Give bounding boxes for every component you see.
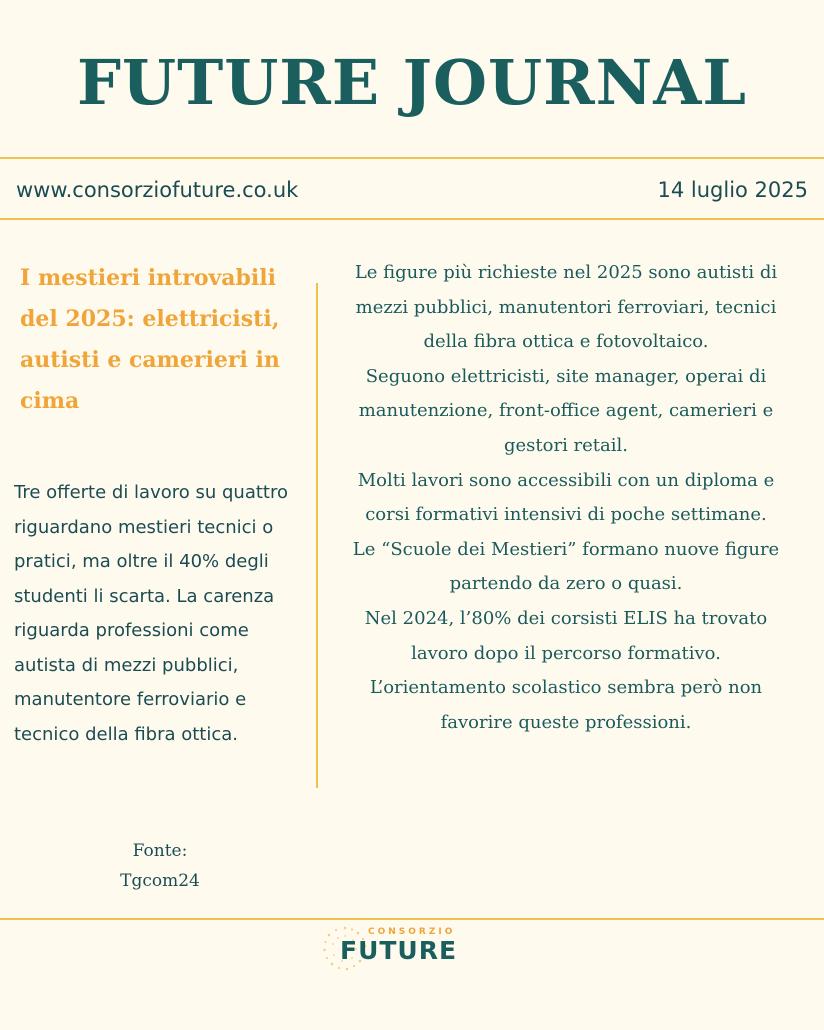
lead-sentence-2: La carenza riguarda professioni come autista di mezzi pubblici, manutentore ferroviario e tecnico della fibra ottica. <box>14 585 275 745</box>
footer-divider <box>0 918 824 920</box>
body-paragraph: Le figure più richieste nel 2025 sono autisti di mezzi pubblici, manutentori ferroviari, tecnici della fibra ottica e fotovoltaico. <box>354 262 778 353</box>
website-link[interactable]: www.consorziofuture.co.uk <box>16 178 299 202</box>
article-body <box>338 256 794 740</box>
header-divider <box>0 218 824 220</box>
page-title: FUTURE JOURNAL <box>77 46 747 119</box>
lead-sentence-1: Tre offerte di lavoro su quattro riguardano mestieri tecnici o pratici, ma oltre il 40% degli studenti li scarta. <box>14 482 288 607</box>
top-divider <box>0 157 824 159</box>
publication-date: 14 luglio 2025 <box>657 178 808 202</box>
source-name: Tgcom24 <box>120 871 200 891</box>
body-paragraph: Le “Scuole dei Mestieri” formano nuove figure partendo da zero o quasi. <box>352 538 780 595</box>
article-headline: I mestieri introvabili del 2025: elettricisti, autisti e camerieri in cima <box>20 265 280 414</box>
article-lead <box>14 476 314 752</box>
consorzio-future-logo[interactable] <box>318 922 488 976</box>
source-label: Fonte: <box>132 841 188 861</box>
body-paragraph: L’orientamento scolastico sembra però non favorire queste professioni. <box>369 677 763 733</box>
body-paragraph: Molti lavori sono accessibili con un diploma e corsi formativi intensivi di poche settimane. <box>357 469 775 526</box>
column-divider <box>316 283 318 788</box>
body-paragraph: Seguono elettricisti, site manager, operai di manutenzione, front-office agent, camerieri e gestori retail. <box>358 365 774 456</box>
logo-big-text: FUTURE <box>340 936 458 965</box>
source-credit <box>60 836 260 896</box>
body-paragraph: Nel 2024, l’80% dei corsisti ELIS ha trovato lavoro dopo il percorso formativo. <box>364 607 768 664</box>
logo-small-text: CONSORZIO <box>368 927 456 937</box>
